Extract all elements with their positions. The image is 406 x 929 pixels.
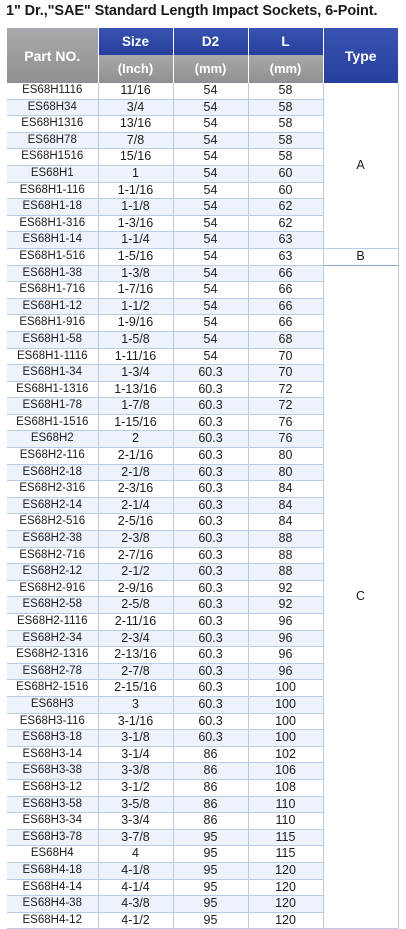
l-cell: 76 — [248, 414, 323, 431]
d2-cell: 60.3 — [173, 398, 248, 415]
d2-cell: 60.3 — [173, 680, 248, 697]
d2-cell: 54 — [173, 348, 248, 365]
part-no-cell: ES68H3-14 — [7, 746, 98, 763]
table-title: 1" Dr.,"SAE" Standard Length Impact Sockets, 6-Point. — [6, 3, 378, 19]
size-cell: 3-1/4 — [98, 746, 173, 763]
header-l: L — [248, 28, 323, 55]
socket-spec-table — [7, 28, 399, 929]
part-no-cell: ES68H1-316 — [7, 215, 98, 232]
l-cell: 84 — [248, 497, 323, 514]
part-no-cell: ES68H1-38 — [7, 265, 98, 282]
d2-cell: 54 — [173, 331, 248, 348]
header-l-unit: (mm) — [248, 55, 323, 83]
part-no-cell: ES68H2-12 — [7, 564, 98, 581]
d2-cell: 86 — [173, 813, 248, 830]
part-no-cell: ES68H2-34 — [7, 630, 98, 647]
part-no-cell: ES68H1-14 — [7, 232, 98, 249]
part-no-cell: ES68H2-58 — [7, 597, 98, 614]
l-cell: 100 — [248, 680, 323, 697]
size-cell: 1-5/16 — [98, 248, 173, 265]
part-no-cell: ES68H1-116 — [7, 182, 98, 199]
size-cell: 3-3/4 — [98, 813, 173, 830]
table-row — [7, 83, 398, 99]
d2-cell: 54 — [173, 165, 248, 182]
l-cell: 92 — [248, 597, 323, 614]
l-cell: 58 — [248, 149, 323, 166]
d2-cell: 95 — [173, 862, 248, 879]
part-no-cell: ES68H4-38 — [7, 896, 98, 913]
d2-cell: 54 — [173, 232, 248, 249]
size-cell: 4-1/2 — [98, 912, 173, 929]
l-cell: 110 — [248, 796, 323, 813]
l-cell: 80 — [248, 448, 323, 465]
l-cell: 63 — [248, 248, 323, 265]
l-cell: 106 — [248, 763, 323, 780]
d2-cell: 54 — [173, 116, 248, 133]
size-cell: 15/16 — [98, 149, 173, 166]
part-no-cell: ES68H2-1116 — [7, 614, 98, 631]
d2-cell: 60.3 — [173, 431, 248, 448]
d2-cell: 54 — [173, 315, 248, 332]
l-cell: 66 — [248, 298, 323, 315]
l-cell: 120 — [248, 862, 323, 879]
size-cell: 4 — [98, 846, 173, 863]
table-row — [7, 265, 398, 282]
size-cell: 2-11/16 — [98, 614, 173, 631]
part-no-cell: ES68H4 — [7, 846, 98, 863]
l-cell: 66 — [248, 282, 323, 299]
d2-cell: 60.3 — [173, 381, 248, 398]
l-cell: 92 — [248, 580, 323, 597]
l-cell: 110 — [248, 813, 323, 830]
l-cell: 100 — [248, 696, 323, 713]
size-cell: 2-3/16 — [98, 481, 173, 498]
size-cell: 2-1/4 — [98, 497, 173, 514]
size-cell: 4-1/4 — [98, 879, 173, 896]
l-cell: 62 — [248, 215, 323, 232]
d2-cell: 95 — [173, 829, 248, 846]
l-cell: 58 — [248, 132, 323, 149]
size-cell: 3-5/8 — [98, 796, 173, 813]
part-no-cell: ES68H2-18 — [7, 464, 98, 481]
header-size-unit: (Inch) — [98, 55, 173, 83]
l-cell: 60 — [248, 165, 323, 182]
table-row — [7, 248, 398, 265]
type-cell: B — [323, 248, 398, 265]
part-no-cell: ES68H1516 — [7, 149, 98, 166]
size-cell: 3 — [98, 696, 173, 713]
l-cell: 58 — [248, 99, 323, 116]
d2-cell: 86 — [173, 779, 248, 796]
part-no-cell: ES68H1-18 — [7, 199, 98, 216]
d2-cell: 60.3 — [173, 464, 248, 481]
size-cell: 1-1/4 — [98, 232, 173, 249]
d2-cell: 54 — [173, 199, 248, 216]
l-cell: 96 — [248, 647, 323, 664]
d2-cell: 60.3 — [173, 713, 248, 730]
part-no-cell: ES68H1-716 — [7, 282, 98, 299]
d2-cell: 86 — [173, 763, 248, 780]
l-cell: 63 — [248, 232, 323, 249]
size-cell: 1-7/16 — [98, 282, 173, 299]
d2-cell: 54 — [173, 149, 248, 166]
size-cell: 2-5/16 — [98, 514, 173, 531]
l-cell: 115 — [248, 846, 323, 863]
size-cell: 3-1/2 — [98, 779, 173, 796]
d2-cell: 54 — [173, 83, 248, 99]
part-no-cell: ES68H1-516 — [7, 248, 98, 265]
header-type: Type — [323, 28, 398, 83]
size-cell: 11/16 — [98, 83, 173, 99]
part-no-cell: ES68H1-1316 — [7, 381, 98, 398]
size-cell: 1-1/16 — [98, 182, 173, 199]
part-no-cell: ES68H4-12 — [7, 912, 98, 929]
part-no-cell: ES68H1-916 — [7, 315, 98, 332]
l-cell: 88 — [248, 531, 323, 548]
part-no-cell: ES68H1-1116 — [7, 348, 98, 365]
l-cell: 120 — [248, 879, 323, 896]
size-cell: 2-1/2 — [98, 564, 173, 581]
size-cell: 4-1/8 — [98, 862, 173, 879]
size-cell: 1-1/2 — [98, 298, 173, 315]
part-no-cell: ES68H2-716 — [7, 547, 98, 564]
d2-cell: 60.3 — [173, 481, 248, 498]
size-cell: 1-5/8 — [98, 331, 173, 348]
size-cell: 1-9/16 — [98, 315, 173, 332]
d2-cell: 60.3 — [173, 564, 248, 581]
d2-cell: 60.3 — [173, 514, 248, 531]
d2-cell: 95 — [173, 879, 248, 896]
d2-cell: 54 — [173, 182, 248, 199]
size-cell: 1-3/8 — [98, 265, 173, 282]
part-no-cell: ES68H1-58 — [7, 331, 98, 348]
part-no-cell: ES68H34 — [7, 99, 98, 116]
l-cell: 120 — [248, 896, 323, 913]
l-cell: 66 — [248, 265, 323, 282]
d2-cell: 95 — [173, 896, 248, 913]
l-cell: 96 — [248, 663, 323, 680]
part-no-cell: ES68H78 — [7, 132, 98, 149]
l-cell: 84 — [248, 481, 323, 498]
size-cell: 2-5/8 — [98, 597, 173, 614]
size-cell: 2-3/8 — [98, 531, 173, 548]
d2-cell: 60.3 — [173, 597, 248, 614]
size-cell: 1 — [98, 165, 173, 182]
part-no-cell: ES68H2-116 — [7, 448, 98, 465]
part-no-cell: ES68H1-12 — [7, 298, 98, 315]
l-cell: 70 — [248, 365, 323, 382]
d2-cell: 54 — [173, 248, 248, 265]
d2-cell: 95 — [173, 912, 248, 929]
l-cell: 100 — [248, 713, 323, 730]
size-cell: 1-1/8 — [98, 199, 173, 216]
d2-cell: 54 — [173, 282, 248, 299]
size-cell: 2-7/8 — [98, 663, 173, 680]
l-cell: 76 — [248, 431, 323, 448]
l-cell: 72 — [248, 398, 323, 415]
part-no-cell: ES68H1-78 — [7, 398, 98, 415]
size-cell: 1-7/8 — [98, 398, 173, 415]
d2-cell: 60.3 — [173, 630, 248, 647]
part-no-cell: ES68H4-14 — [7, 879, 98, 896]
part-no-cell: ES68H2-1316 — [7, 647, 98, 664]
l-cell: 70 — [248, 348, 323, 365]
size-cell: 2 — [98, 431, 173, 448]
d2-cell: 60.3 — [173, 448, 248, 465]
part-no-cell: ES68H2-78 — [7, 663, 98, 680]
l-cell: 68 — [248, 331, 323, 348]
l-cell: 108 — [248, 779, 323, 796]
part-no-cell: ES68H1316 — [7, 116, 98, 133]
l-cell: 84 — [248, 514, 323, 531]
size-cell: 1-3/4 — [98, 365, 173, 382]
l-cell: 120 — [248, 912, 323, 929]
part-no-cell: ES68H3-116 — [7, 713, 98, 730]
d2-cell: 60.3 — [173, 365, 248, 382]
part-no-cell: ES68H2-1516 — [7, 680, 98, 697]
size-cell: 1-15/16 — [98, 414, 173, 431]
size-cell: 3/4 — [98, 99, 173, 116]
d2-cell: 54 — [173, 99, 248, 116]
part-no-cell: ES68H2-14 — [7, 497, 98, 514]
part-no-cell: ES68H2 — [7, 431, 98, 448]
size-cell: 2-15/16 — [98, 680, 173, 697]
part-no-cell: ES68H2-38 — [7, 531, 98, 548]
d2-cell: 60.3 — [173, 547, 248, 564]
d2-cell: 86 — [173, 796, 248, 813]
header-d2: D2 — [173, 28, 248, 55]
part-no-cell: ES68H1-1516 — [7, 414, 98, 431]
size-cell: 2-13/16 — [98, 647, 173, 664]
l-cell: 62 — [248, 199, 323, 216]
d2-cell: 54 — [173, 132, 248, 149]
part-no-cell: ES68H3-78 — [7, 829, 98, 846]
d2-cell: 60.3 — [173, 614, 248, 631]
d2-cell: 60.3 — [173, 696, 248, 713]
l-cell: 58 — [248, 116, 323, 133]
size-cell: 13/16 — [98, 116, 173, 133]
part-no-cell: ES68H3-34 — [7, 813, 98, 830]
d2-cell: 60.3 — [173, 580, 248, 597]
part-no-cell: ES68H1116 — [7, 83, 98, 99]
size-cell: 2-1/8 — [98, 464, 173, 481]
header-d2-unit: (mm) — [173, 55, 248, 83]
size-cell: 2-9/16 — [98, 580, 173, 597]
size-cell: 3-7/8 — [98, 829, 173, 846]
header-size: Size — [98, 28, 173, 55]
size-cell: 2-3/4 — [98, 630, 173, 647]
part-no-cell: ES68H1-34 — [7, 365, 98, 382]
part-no-cell: ES68H3-12 — [7, 779, 98, 796]
d2-cell: 86 — [173, 746, 248, 763]
size-cell: 3-3/8 — [98, 763, 173, 780]
l-cell: 102 — [248, 746, 323, 763]
part-no-cell: ES68H4-18 — [7, 862, 98, 879]
l-cell: 66 — [248, 315, 323, 332]
part-no-cell: ES68H1 — [7, 165, 98, 182]
part-no-cell: ES68H3 — [7, 696, 98, 713]
spec-table-body — [7, 83, 398, 929]
d2-cell: 60.3 — [173, 531, 248, 548]
l-cell: 58 — [248, 83, 323, 99]
d2-cell: 54 — [173, 265, 248, 282]
size-cell: 1-11/16 — [98, 348, 173, 365]
l-cell: 96 — [248, 614, 323, 631]
d2-cell: 60.3 — [173, 497, 248, 514]
size-cell: 3-1/8 — [98, 730, 173, 747]
size-cell: 3-1/16 — [98, 713, 173, 730]
part-no-cell: ES68H3-18 — [7, 730, 98, 747]
part-no-cell: ES68H3-58 — [7, 796, 98, 813]
d2-cell: 60.3 — [173, 663, 248, 680]
d2-cell: 54 — [173, 298, 248, 315]
l-cell: 96 — [248, 630, 323, 647]
l-cell: 88 — [248, 564, 323, 581]
type-cell: C — [323, 265, 398, 929]
d2-cell: 95 — [173, 846, 248, 863]
size-cell: 1-13/16 — [98, 381, 173, 398]
size-cell: 2-7/16 — [98, 547, 173, 564]
l-cell: 100 — [248, 730, 323, 747]
l-cell: 80 — [248, 464, 323, 481]
l-cell: 88 — [248, 547, 323, 564]
size-cell: 7/8 — [98, 132, 173, 149]
header-part-no: Part NO. — [7, 28, 98, 83]
l-cell: 60 — [248, 182, 323, 199]
l-cell: 115 — [248, 829, 323, 846]
part-no-cell: ES68H2-316 — [7, 481, 98, 498]
part-no-cell: ES68H2-516 — [7, 514, 98, 531]
part-no-cell: ES68H3-38 — [7, 763, 98, 780]
d2-cell: 60.3 — [173, 414, 248, 431]
d2-cell: 60.3 — [173, 730, 248, 747]
part-no-cell: ES68H2-916 — [7, 580, 98, 597]
type-cell: A — [323, 83, 398, 248]
size-cell: 2-1/16 — [98, 448, 173, 465]
d2-cell: 54 — [173, 215, 248, 232]
d2-cell: 60.3 — [173, 647, 248, 664]
size-cell: 1-3/16 — [98, 215, 173, 232]
l-cell: 72 — [248, 381, 323, 398]
size-cell: 4-3/8 — [98, 896, 173, 913]
